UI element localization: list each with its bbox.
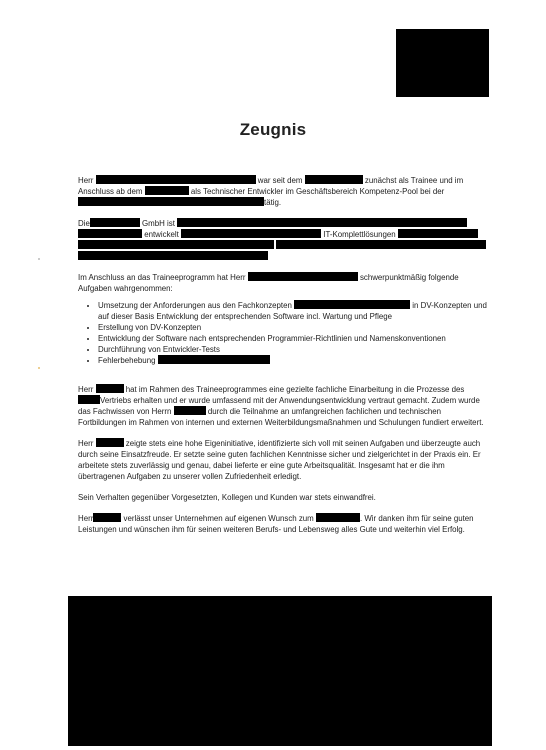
task-list [78, 300, 488, 366]
redaction [181, 229, 321, 238]
redaction [93, 513, 121, 522]
redaction [316, 513, 360, 522]
redaction [78, 395, 100, 404]
redaction [276, 240, 486, 249]
text: Herr [78, 385, 94, 394]
text: durch die Teilnahme an umfangreichen fachlichen und technischen Fortbildungen im Rahmen von internen und externen Weiterbildungsmaßnahmen und Schulungen fundiert erweitert. [78, 407, 484, 427]
redaction [174, 406, 206, 415]
text: war seit dem [257, 176, 303, 185]
text: zunächst als Trainee und im Anschluss ab dem [78, 176, 464, 196]
text: Fehlerbehebung [98, 356, 156, 365]
redacted-signature-block [68, 596, 492, 746]
text: zeigte stets eine hohe Eigeninitiative, identifizierte sich voll mit seinen Aufgaben und überzeugte auch durch seine Einsatzfreude. Er setzte seine guten fachlichen Kenntnisse sicher und zielgerichtet in der Praxis ein. Er arbeitete stets zuverlässig und genau, dabei lieferte er eine gute Arbeitsqualität. Insgesamt hat er die ihm übertragenen Aufgaben zu unserer vollen Zufriedenheit erledigt. [78, 439, 481, 481]
text: hat im Rahmen des Traineeprogrammes eine gezielte fachliche Einarbeitung in die Prozesse des [125, 385, 465, 394]
text: Umsetzung der Anforderungen aus den Fachkonzepten [98, 301, 292, 310]
list-item: • Entwicklung der Software nach entsprechenden Programmier-Richtlinien und Namenskonventionen [98, 333, 488, 344]
text: als Technischer Entwickler im Geschäftsbereich Kompetenz-Pool bei der [190, 187, 445, 196]
redaction [158, 355, 270, 364]
scan-speck [38, 367, 40, 369]
redaction [78, 229, 142, 238]
redaction [305, 175, 363, 184]
paragraph-company [78, 218, 488, 262]
document-title: Zeugnis [239, 120, 307, 139]
text: verlässt unser Unternehmen auf eigenen Wunsch zum [123, 514, 314, 523]
redaction [177, 218, 467, 227]
redaction [96, 175, 256, 184]
redaction [96, 438, 124, 447]
document-body [78, 175, 488, 545]
redaction [145, 186, 189, 195]
text: Die [78, 219, 90, 228]
redaction [78, 197, 264, 206]
text: Herr [78, 439, 94, 448]
text: Vertriebs erhalten und er wurde umfassend mit der Anwendungsentwicklung vertraut gemacht. Zudem wurde das Fachwissen von Herrn [78, 396, 480, 416]
paragraph-conduct: Sein Verhalten gegenüber Vorgesetzten, Kollegen und Kunden war stets einwandfrei. [78, 493, 376, 502]
list-item [98, 300, 488, 322]
list-item: • Erstellung von DV-Konzepten [98, 322, 488, 333]
redaction [294, 300, 410, 309]
text: Im Anschluss an das Traineeprogramm hat Herr [78, 273, 246, 282]
text: Herr [78, 514, 94, 523]
text: tätig. [264, 198, 282, 207]
text: IT-Komplettlösungen [323, 230, 396, 239]
paragraph-closing [78, 513, 488, 535]
paragraph-employment [78, 175, 488, 208]
redaction [248, 272, 358, 281]
text: . Wir danken ihm für seine guten Leistungen und wünschen ihm für seinen weiteren Berufs- und Lebensweg alles Gute und weiterhin viel Erfolg. [78, 514, 474, 534]
redaction [90, 218, 140, 227]
paragraph-tasks-intro [78, 272, 488, 294]
redacted-logo-block [396, 29, 489, 97]
text: GmbH ist [142, 219, 175, 228]
list-item [98, 355, 488, 366]
redaction [78, 240, 274, 249]
text: entwickelt [144, 230, 179, 239]
text: Herr [78, 176, 94, 185]
redaction [96, 384, 124, 393]
redaction [78, 251, 268, 260]
redaction [398, 229, 478, 238]
list-item: • Durchführung von Entwickler-Tests [98, 344, 488, 355]
text: schwerpunktmäßig folgende Aufgaben wahrgenommen: [78, 273, 459, 293]
text: in DV-Konzepten und auf dieser Basis Entwicklung der entsprechenden Software incl. Wartung und Pflege [98, 301, 487, 321]
paragraph-training [78, 384, 488, 428]
paragraph-performance [78, 438, 488, 482]
scan-speck [38, 258, 40, 260]
